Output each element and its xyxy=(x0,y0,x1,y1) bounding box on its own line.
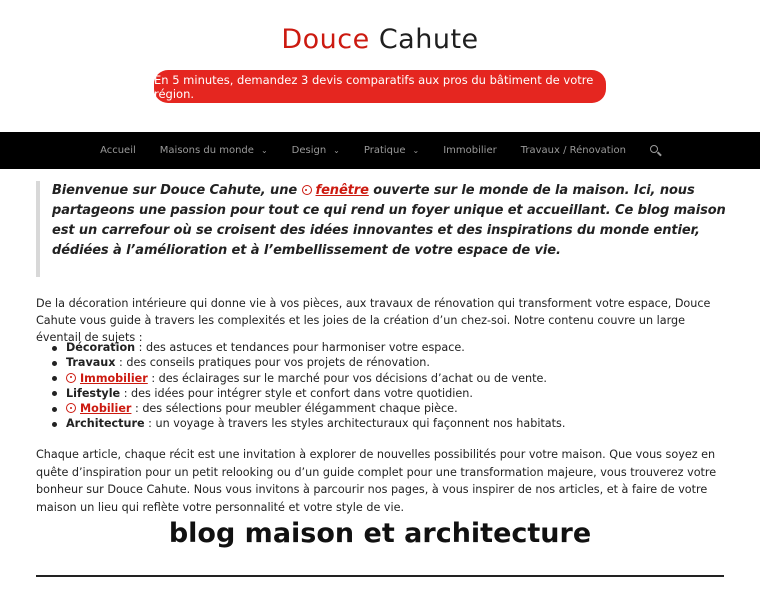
link-immobilier[interactable]: Immobilier xyxy=(80,371,148,385)
topic-desc: : des sélections pour meubler élégamment chaque pièce. xyxy=(131,402,458,416)
search-icon[interactable] xyxy=(638,132,672,169)
list-item xyxy=(52,340,712,355)
nav-item-label: Accueil xyxy=(100,145,136,156)
topic-desc: : des éclairages sur le marché pour vos décisions d’achat ou de vente. xyxy=(147,371,547,385)
nav-item-label: Design xyxy=(291,145,327,156)
intro-text-end: ouverte sur le monde de la maison. Ici, nous partageons une passion pour tout ce qui rend un foyer unique et accueillant. Ce blog maison est un carrefour où se croisent des idées innovantes et des inspirations du monde entier, dédiées à l’amélioration et à l’embellissement de votre espace de vie. xyxy=(52,183,726,258)
promo-quote-banner[interactable]: En 5 minutes, demandez 3 devis comparatifs aux pros du bâtiment de votre région. xyxy=(154,70,606,103)
chevron-down-icon: ⌄ xyxy=(333,146,340,155)
search-handle xyxy=(657,151,662,156)
logo-word-douce: Douce xyxy=(281,24,370,55)
topic-desc: : des astuces et tendances pour harmoniser votre espace. xyxy=(135,341,465,354)
chevron-down-icon: ⌄ xyxy=(412,146,420,155)
topic-term: Décoration xyxy=(66,341,136,354)
intro-text-start: Bienvenue sur Douce Cahute, une xyxy=(52,183,302,198)
nav-item-label: Maisons du monde xyxy=(159,145,254,156)
section-heading: blog maison et architecture xyxy=(168,518,592,549)
intro-quote xyxy=(36,181,726,277)
closing-paragraph: Chaque article, chaque récit est une invitation à explorer de nouvelles possibilités pour votre maison. Que vous soyez en quête d’inspiration pour un petit relooking ou d’un guide complet pour une transformation majeure, vous trouverez votre bonheur sur Douce Cahute. Nous vous invitons à parcourir nos pages, à vous inspirer de nos articles, et à faire de votre maison un lieu qui reflète votre personnalité et votre style de vie. xyxy=(36,448,717,514)
list-item xyxy=(52,386,712,401)
nav-item-design[interactable] xyxy=(280,145,352,156)
nav-item-label: Travaux / Rénovation xyxy=(520,145,626,156)
topic-term: Lifestyle xyxy=(66,386,121,400)
nav-item-label: Pratique xyxy=(363,145,406,156)
logo-word-cahute: Cahute xyxy=(378,24,479,55)
topic-term: Architecture xyxy=(66,417,145,431)
topic-desc: : des idées pour intégrer style et confort dans votre quotidien. xyxy=(120,386,473,400)
nav-item-maisons-du-monde[interactable] xyxy=(148,145,280,156)
section-divider xyxy=(36,575,724,577)
intro-paragraph: De la décoration intérieure qui donne vie à vos pièces, aux travaux de rénovation qui transforment votre espace, Douce Cahute vous guide à travers les complexités et les joies de la création d’un chez-soi. Notre contenu couvre un large éventail de sujets : xyxy=(36,297,711,344)
site-header xyxy=(0,0,760,132)
nav-item-immobilier[interactable] xyxy=(431,145,509,156)
site-logo[interactable] xyxy=(0,24,760,55)
list-item xyxy=(52,401,712,416)
nav-item-pratique[interactable] xyxy=(352,145,431,156)
list-item xyxy=(52,355,712,370)
nav-item-travaux-renovation[interactable] xyxy=(509,145,638,156)
external-link-icon xyxy=(302,185,312,195)
list-item xyxy=(52,416,712,431)
nav-item-accueil[interactable] xyxy=(88,145,148,156)
external-link-icon xyxy=(66,373,76,383)
nav-item-label: Immobilier xyxy=(443,145,497,156)
link-fenetre[interactable]: fenêtre xyxy=(315,183,369,198)
topic-desc: : des conseils pratiques pour vos projets de rénovation. xyxy=(115,356,430,370)
chevron-down-icon: ⌄ xyxy=(260,146,268,155)
topic-term: Travaux xyxy=(66,356,116,370)
list-item xyxy=(52,371,712,386)
topics-list xyxy=(52,340,712,432)
external-link-icon xyxy=(66,403,76,413)
link-mobilier[interactable]: Mobilier xyxy=(80,402,132,416)
intro-text xyxy=(52,181,726,261)
topic-desc: : un voyage à travers les styles architecturaux qui façonnent nos habitats. xyxy=(144,417,566,431)
main-navigation xyxy=(0,132,760,169)
